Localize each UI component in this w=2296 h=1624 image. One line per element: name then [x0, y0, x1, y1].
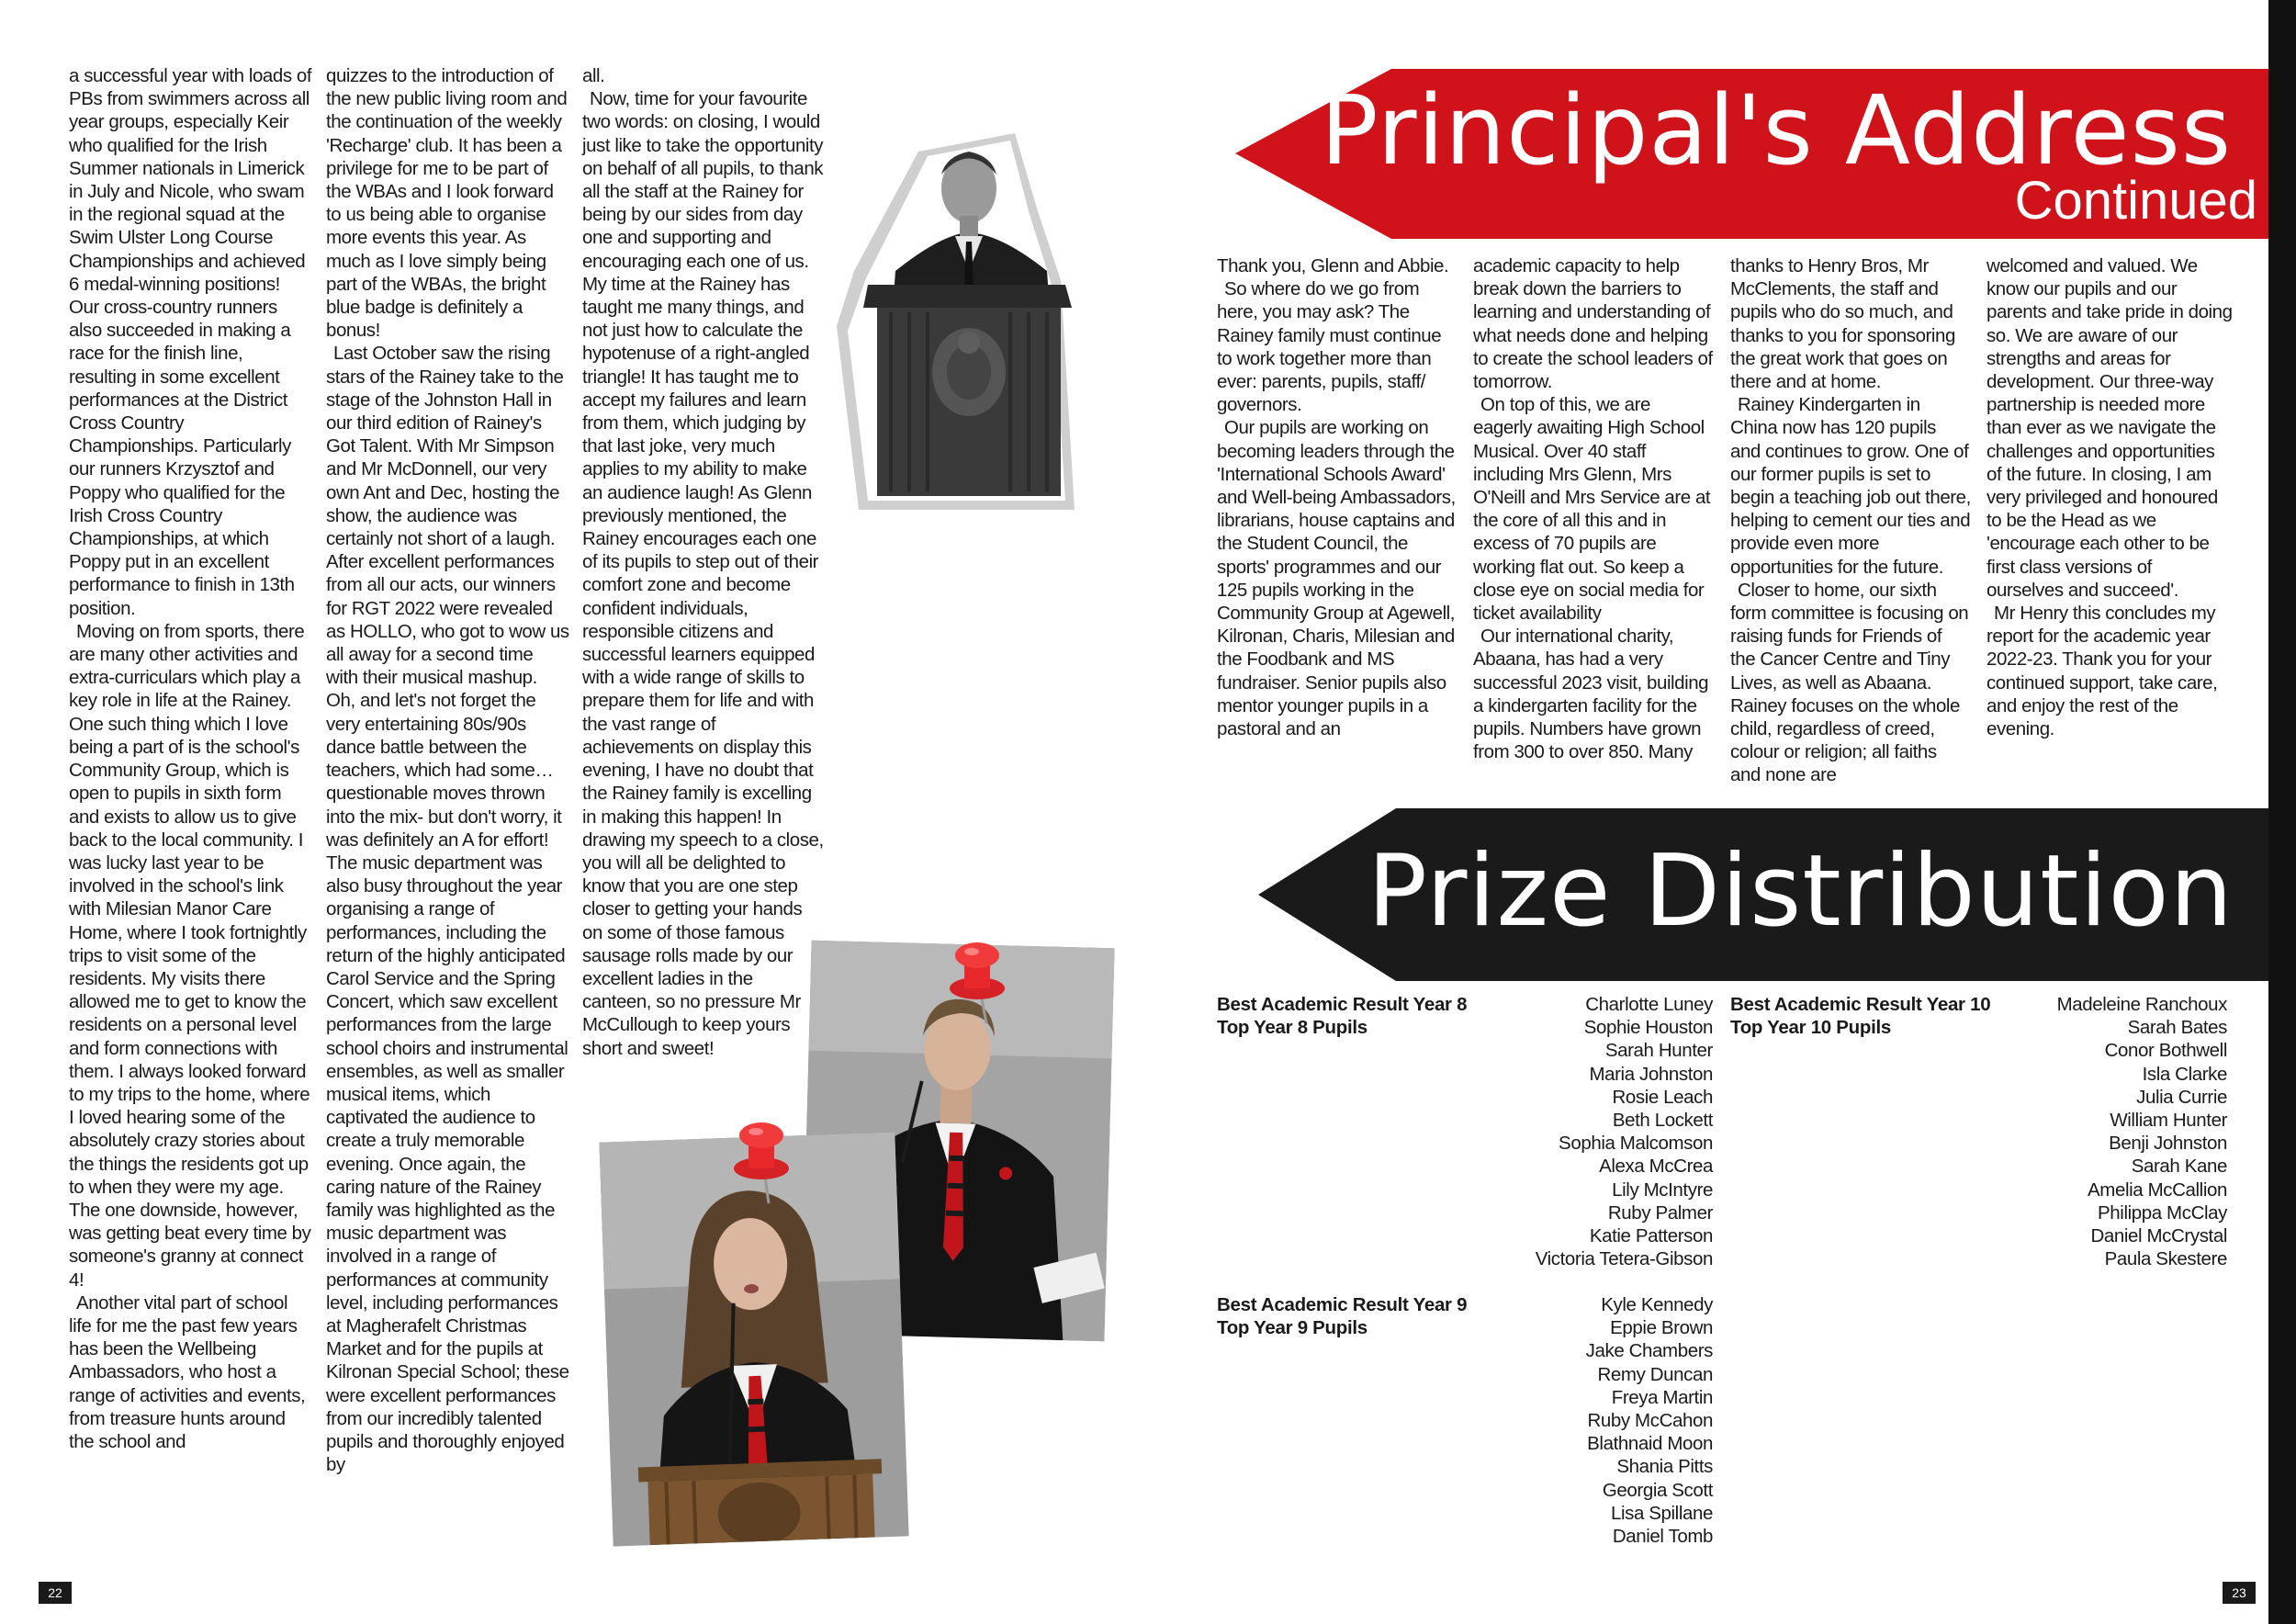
prize-name: Daniel Tomb — [1612, 1526, 1713, 1548]
paragraph: Last October saw the rising stars of the Rainey take to the stage of the Johnston Hall in our third edition of Rainey's Got Talent. With Mr Simpson and Mr McDonnell, our very own Ant and Dec, hosting the show, the audience was certainly not short of a laugh. After excellent performances from all our acts, our winners for RGT 2022 were revealed as HOLLO, who got to wow us all away for a second time with their musical mashup. Oh, and let's not forget the very entertaining 80s/90s dance battle between the teachers, which had some… questionable moves thrown into the mix- but don't worry, it was definitely an A for effort! The music department was also busy throughout the year organising a range of performances, including the return of the highly anticipated Carol Service and the Spring Concert, which saw excellent performances from the large school choirs and instrumental ensembles, as well as smaller musical items, which captivated the audience to create a truly memorable evening. Once again, the caring nature of the Rainey family was highlighted as the music department was involved in a range of performances at community level, including performances at Magherafelt Christmas Market and for the pupils at Kilronan Special School; these were excellent performances from our incredibly talented pupils and thoroughly enjoyed by — [326, 343, 569, 1476]
right-column-1 — [1217, 254, 1458, 740]
prize-name: Alexa McCrea — [1599, 1156, 1713, 1178]
page-edge — [2268, 0, 2296, 1624]
prize-name: Sarah Hunter — [1604, 1040, 1713, 1062]
paragraph: Rainey Kindergarten in China now has 120 pupils and continues to grow. One of our former pupils is set to begin a teaching job out there, helping to cement our ties and provide even more opportunities for the future. — [1730, 394, 1971, 578]
paragraph: Thank you, Glenn and Abbie. — [1217, 255, 1449, 276]
prize-distribution-title: Prize Distribution — [1367, 834, 2234, 949]
right-column-3 — [1730, 254, 1971, 787]
prize-name: Maria Johnston — [1589, 1063, 1713, 1085]
prize-name: Isla Clarke — [2142, 1063, 2227, 1085]
prize-name: Victoria Tetera-Gibson — [1535, 1248, 1713, 1270]
prize-name: Ruby Palmer — [1607, 1201, 1713, 1224]
paragraph: So where do we go from here, you may ask? The Rainey family must continue to work together more than ever: parents, pupils, staff/ governors. — [1217, 278, 1442, 416]
continued-subtitle: Continued — [2014, 171, 2257, 231]
prize-name: Charlotte Luney — [1585, 994, 1713, 1015]
principal-lectern-photo — [831, 124, 1116, 510]
prize-distribution-banner — [1258, 808, 2268, 981]
top-year10-label: Top Year 10 Pupils — [1730, 1017, 1891, 1039]
best-academic-year9-label: Best Academic Result Year 9 — [1217, 1294, 1468, 1315]
prize-name: Georgia Scott — [1602, 1479, 1713, 1501]
red-pushpin-icon — [730, 1113, 794, 1205]
principals-address-banner — [1235, 69, 2268, 239]
top-year9-label: Top Year 9 Pupils — [1217, 1317, 1367, 1339]
paragraph: Mr Henry this concludes my report for the academic year 2022-23. Thank you for your continued support, take care, and enjoy the rest of the evening. — [1986, 603, 2218, 740]
prize-name: Sarah Bates — [2127, 1017, 2227, 1039]
paragraph: all. — [582, 65, 605, 86]
prize-name: Benji Johnston — [2109, 1133, 2227, 1155]
page-number-left: 22 — [39, 1582, 72, 1604]
principals-address-title: Principal's Address — [1320, 74, 2232, 186]
prize-name: Beth Lockett — [1612, 1110, 1713, 1132]
prize-name: Eppie Brown — [1610, 1317, 1713, 1339]
prize-name: Ruby McCahon — [1587, 1410, 1713, 1432]
prize-name: Conor Bothwell — [2104, 1040, 2227, 1062]
top-year8-label: Top Year 8 Pupils — [1217, 1017, 1367, 1039]
prize-name: Katie Patterson — [1589, 1225, 1713, 1247]
paragraph: academic capacity to help break down the barriers to learning and understanding of what needs done and helping to create the school leaders of tomorrow. — [1473, 255, 1713, 393]
year8-names-list — [1469, 993, 1713, 1270]
paragraph: thanks to Henry Bros, Mr McClements, the staff and pupils who do so much, and thanks to you for sponsoring the great work that goes on there and at home. — [1730, 255, 1955, 393]
prize-name: Daniel McCrystal — [2090, 1225, 2227, 1247]
prize-name: Sophia Malcomson — [1559, 1133, 1713, 1155]
paragraph: Our international charity, Abaana, has had a very successful 2023 visit, building a kindergarten facility for the pupils. Numbers have grown from 300 to over 850. Many — [1473, 626, 1709, 763]
paragraph: Moving on from sports, there are many other activities and extra-curriculars which play a key role in life at the Rainey. One such thing which I love being a part of is the school's Community Group, which is open to pupils in sixth form and exists to allow us to give back to the local community. I was lucky last year to be involved in the school's link with Milesian Manor Care Home, where I took fortnightly trips to visit some of the residents. My visits there allowed me to get to know the residents on a personal level and form connections with them. I always looked forward to my trips to the home, where I loved hearing some of the absolutely crazy stories about the things the residents got up to when they were my age. The one downside, however, was getting beat every time by someone's granny at connect 4! — [69, 620, 311, 1291]
page-number-right: 23 — [2223, 1582, 2256, 1604]
left-column-1 — [69, 64, 312, 1453]
prize-name: William Hunter — [2110, 1110, 2227, 1132]
prize-name: Julia Currie — [2136, 1086, 2227, 1108]
left-column-3 — [582, 64, 826, 1060]
prize-name: Rosie Leach — [1612, 1086, 1713, 1108]
paragraph: quizzes to the introduction of the new public living room and the continuation of the weekly 'Recharge' club. It has been a privilege for me to be part of the WBAs and I look forward to us being able to organise more events this year. As much as I love simply being part of the WBAs, the bright blue badge is definitely a bonus! — [326, 65, 568, 342]
prize-name: Philippa McClay — [2098, 1201, 2227, 1224]
prize-name: Blathnaid Moon — [1587, 1433, 1713, 1455]
prize-name: Paula Skestere — [2104, 1248, 2227, 1270]
year10-names-list — [1984, 993, 2227, 1270]
prize-name: Shania Pitts — [1616, 1456, 1713, 1478]
prize-name: Freya Martin — [1611, 1386, 1713, 1408]
best-academic-year10-label: Best Academic Result Year 10 — [1730, 994, 1991, 1015]
prize-name: Lisa Spillane — [1610, 1502, 1713, 1524]
paragraph: On top of this, we are eagerly awaiting High School Musical. Over 40 staff including Mrs Glenn, Mrs O'Neill and Mrs Service are at the core of all this and in excess of 70 pupils are working flat out. So keep a close eye on social media for ticket availability — [1473, 394, 1711, 625]
paragraph: Now, time for your favourite two words: on closing, I would just like to take the opportunity on behalf of all pupils, to thank all the staff at the Rainey for being by our sides from day one and supporting and encouraging each one of us. My time at the Rainey has taught me many things, and not just how to calculate the hypotenuse of a right-angled triangle! It has taught me to accept my failures and learn from them, which judging by that last joke, very much applies to my ability to make an audience laugh! As Glenn previously mentioned, the Rainey encourages each one of its pupils to step out of their comfort zone and become confident individuals, responsible citizens and successful learners equipped with a wide range of skills to prepare them for life and with the vast range of achievements on display this evening, I have no doubt that the Rainey family is excelling in making this happen! In drawing my speech to a close, you will all be delighted to know that you are one step closer to getting your hands on some of those famous sausage rolls made by our excellent ladies in the canteen, so no pressure Mr McCullough to keep yours short and sweet! — [582, 88, 824, 1059]
prize-name: Remy Duncan — [1597, 1363, 1713, 1385]
prize-name: Sophie Houston — [1583, 1017, 1713, 1039]
prize-name: Jake Chambers — [1585, 1340, 1713, 1362]
red-pushpin-icon — [944, 933, 1008, 1025]
paragraph: Closer to home, our sixth form committee is focusing on raising funds for Friends of the Cancer Centre and Tiny Lives, as well as Abaana. Rainey focuses on the whole child, regardless of creed, colour or religion; all faiths and none are — [1730, 579, 1969, 786]
prize-name: Sarah Kane — [2131, 1156, 2227, 1178]
right-column-2 — [1473, 254, 1714, 763]
prize-name: Lily McIntyre — [1612, 1179, 1713, 1201]
paragraph: Another vital part of school life for me the past few years has been the Wellbeing Ambassadors, who host a range of activities and events, from treasure hunts around the school and — [69, 1291, 306, 1452]
paragraph: a successful year with loads of PBs from swimmers across all year groups, especially Keir who qualified for the Irish Summer nationals in Limerick in July and Nicole, who swam in the regional squad at the Swim Ulster Long Course Championships and achieved 6 medal-winning positions! Our cross-country runners also succeeded in making a race for the finish line, resulting in some excellent performances at the District Cross Country Championships. Particularly our runners Krzysztof and Poppy who qualified for the Irish Cross Country Championships, at which Poppy put in an excellent performance to finish in 13th position. — [69, 65, 312, 619]
best-academic-year8-label: Best Academic Result Year 8 — [1217, 994, 1468, 1015]
left-column-2 — [326, 64, 569, 1476]
paragraph: Our pupils are working on becoming leaders through the 'International Schools Award' and Well-being Ambassadors, librarians, house captains and the Student Council, the sports' programmes and our 125 pupils working in the Community Group at Agewell, Kilronan, Charis, Milesian and the Foodbank and MS fundraiser. Senior pupils also mentor younger pupils in a pastoral and an — [1217, 417, 1456, 740]
right-column-4 — [1986, 254, 2233, 740]
prize-name: Kyle Kennedy — [1601, 1294, 1713, 1315]
prize-name: Madeleine Ranchoux — [2056, 994, 2227, 1015]
prize-name: Amelia McCallion — [2088, 1179, 2227, 1201]
paragraph: welcomed and valued. We know our pupils and our parents and take pride in doing so. We are aware of our strengths and areas for development. Our three-way partnership is needed more than ever as we navigate the challenges and opportunities of the future. In closing, I am very privileged and honoured to be the Head as we 'encourage each other to be first class versions of ourselves and succeed'. — [1986, 255, 2233, 601]
year9-names-list — [1469, 1293, 1713, 1548]
